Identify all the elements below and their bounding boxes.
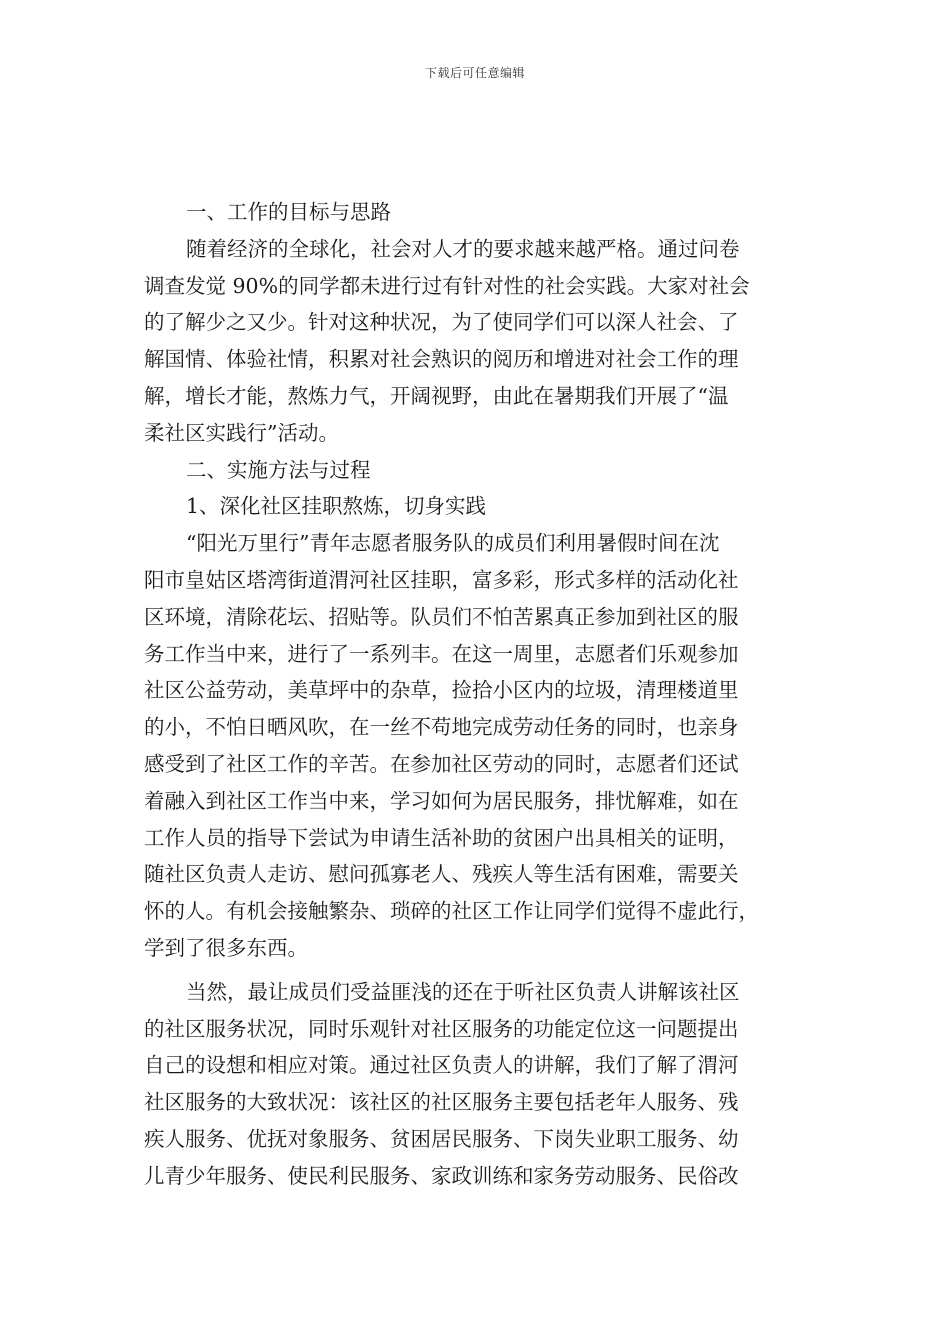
section-heading-2: 二、实施方法与过程 (186, 457, 371, 482)
paragraph-line: 自己的设想和相应对策。通过社区负责人的讲解，我们了解了渭河 (144, 1053, 739, 1078)
document-body (144, 194, 806, 1195)
paragraph-line: 工作人员的指导下尝试为申请生活补助的贫困户出具相关的证明， (144, 825, 739, 850)
paragraph-line: 疾人服务、优抚对象服务、贫困居民服务、下岗失业职工服务、幼 (144, 1126, 739, 1151)
paragraph-line: 感受到了社区工作的辛苦。在参加社区劳动的同时，志愿者们还试 (144, 751, 739, 776)
paragraph-line: 社区公益劳动，美草坪中的杂草，捡拾小区内的垃圾，清理楼道里 (144, 678, 739, 703)
paragraph-line: “阳光万里行”青年志愿者服务队的成员们利用暑假时间在沈 (186, 531, 720, 556)
paragraph-line: 解国情、体验社情，积累对社会熟识的阅历和增进对社会工作的理 (144, 347, 739, 372)
paragraph-line: 着融入到社区工作当中来，学习如何为居民服务，排忧解难，如在 (144, 788, 739, 813)
section-heading-1: 一、工作的目标与思路 (186, 200, 391, 224)
subsection-heading-1: 1、深化社区挂职熬炼，切身实践 (186, 494, 487, 519)
page-header-note: 下载后可任意编辑 (424, 66, 525, 80)
paragraph-line: 调查发觉 90%的同学都未进行过有针对性的社会实践。大家对社会 (144, 273, 750, 298)
paragraph-line: 的社区服务状况，同时乐观针对社区服务的功能定位这一问题提出 (144, 1016, 739, 1041)
paragraph-line: 怀的人。有机会接触繁杂、琐碎的社区工作让同学们觉得不虚此行， (144, 899, 759, 924)
paragraph-line: 的小，不怕日晒风吹，在一丝不苟地完成劳动任务的同时，也亲身 (144, 715, 739, 740)
paragraph-line: 学到了很多东西。 (144, 935, 308, 960)
paragraph-line: 随着经济的全球化，社会对人才的要求越来越严格。通过问卷 (186, 236, 740, 261)
paragraph-line: 的了解少之又少。针对这种状况，为了使同学们可以深人社会、了 (144, 310, 739, 335)
paragraph-line: 解，增长才能，熬炼力气，开阔视野，由此在暑期我们开展了“温 (144, 383, 729, 408)
paragraph-line: 儿青少年服务、使民利民服务、家政训练和家务劳动服务、民俗改 (144, 1163, 739, 1188)
paragraph-spacer (144, 967, 806, 974)
paragraph-line: 当然，最让成员们受益匪浅的还在于听社区负责人讲解该社区 (186, 979, 740, 1004)
paragraph-line: 阳市皇姑区塔湾街道渭河社区挂职，富多彩，形式多样的活动化社 (144, 567, 739, 592)
paragraph-line: 柔社区实践行”活动。 (144, 420, 339, 445)
paragraph-line: 随社区负责人走访、慰问孤寡老人、残疾人等生活有困难，需要关 (144, 862, 739, 887)
paragraph-line: 社区服务的大致状况：该社区的社区服务主要包括老年人服务、残 (144, 1090, 739, 1115)
paragraph-line: 区环境，清除花坛、招贴等。队员们不怕苦累真正参加到社区的服 (144, 604, 739, 629)
paragraph-line: 务工作当中来，进行了一系列丰。在这一周里，志愿者们乐观参加 (144, 641, 739, 666)
